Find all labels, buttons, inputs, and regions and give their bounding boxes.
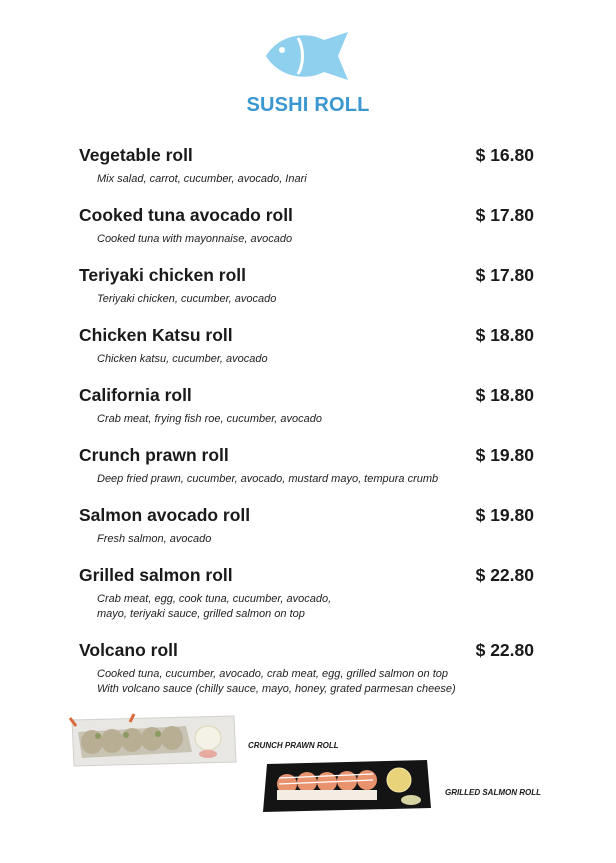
photo-caption: GRILLED SALMON ROLL xyxy=(445,788,541,797)
item-price: $ 22.80 xyxy=(475,640,534,660)
item-name: Vegetable roll xyxy=(79,145,193,165)
item-price: $ 19.80 xyxy=(475,445,534,465)
item-price: $ 17.80 xyxy=(475,265,534,285)
item-name: California roll xyxy=(79,385,192,405)
item-description: Cooked tuna, cucumber, avocado, crab meat, egg, grilled salmon on top With volcano sauce (chilly sauce, mayo, honey, grated parmesan cheese) xyxy=(97,668,456,695)
item-description: Teriyaki chicken, cucumber, avocado xyxy=(97,293,277,305)
item-price: $ 18.80 xyxy=(475,325,534,345)
fish-logo-icon xyxy=(264,30,352,82)
item-description: Chicken katsu, cucumber, avocado xyxy=(97,353,268,365)
item-description: Crab meat, egg, cook tuna, cucumber, avocado, mayo, teriyaki sauce, grilled salmon on top xyxy=(97,593,332,620)
item-name: Chicken Katsu roll xyxy=(79,325,233,345)
item-description: Crab meat, frying fish roe, cucumber, avocado xyxy=(97,413,322,425)
item-name: Grilled salmon roll xyxy=(79,565,233,585)
photo-caption: CRUNCH PRAWN ROLL xyxy=(248,741,339,750)
item-name: Salmon avocado roll xyxy=(79,505,251,525)
item-description: Fresh salmon, avocado xyxy=(97,533,212,545)
crunch-prawn-roll-photo xyxy=(68,712,238,768)
item-price: $ 18.80 xyxy=(475,385,534,405)
item-description: Mix salad, carrot, cucumber, avocado, Inari xyxy=(97,173,307,185)
item-price: $ 22.80 xyxy=(475,565,534,585)
item-description: Deep fried prawn, cucumber, avocado, mustard mayo, tempura crumb xyxy=(97,473,439,485)
item-name: Volcano roll xyxy=(79,640,178,660)
item-price: $ 16.80 xyxy=(475,145,534,165)
item-description: Cooked tuna with mayonnaise, avocado xyxy=(97,233,293,245)
item-price: $ 19.80 xyxy=(475,505,534,525)
item-price: $ 17.80 xyxy=(475,205,534,225)
grilled-salmon-roll-photo xyxy=(261,758,433,814)
item-name: Cooked tuna avocado roll xyxy=(79,205,293,225)
item-name: Teriyaki chicken roll xyxy=(79,265,246,285)
item-name: Crunch prawn roll xyxy=(79,445,229,465)
page-title: SUSHI ROLL xyxy=(246,94,370,116)
